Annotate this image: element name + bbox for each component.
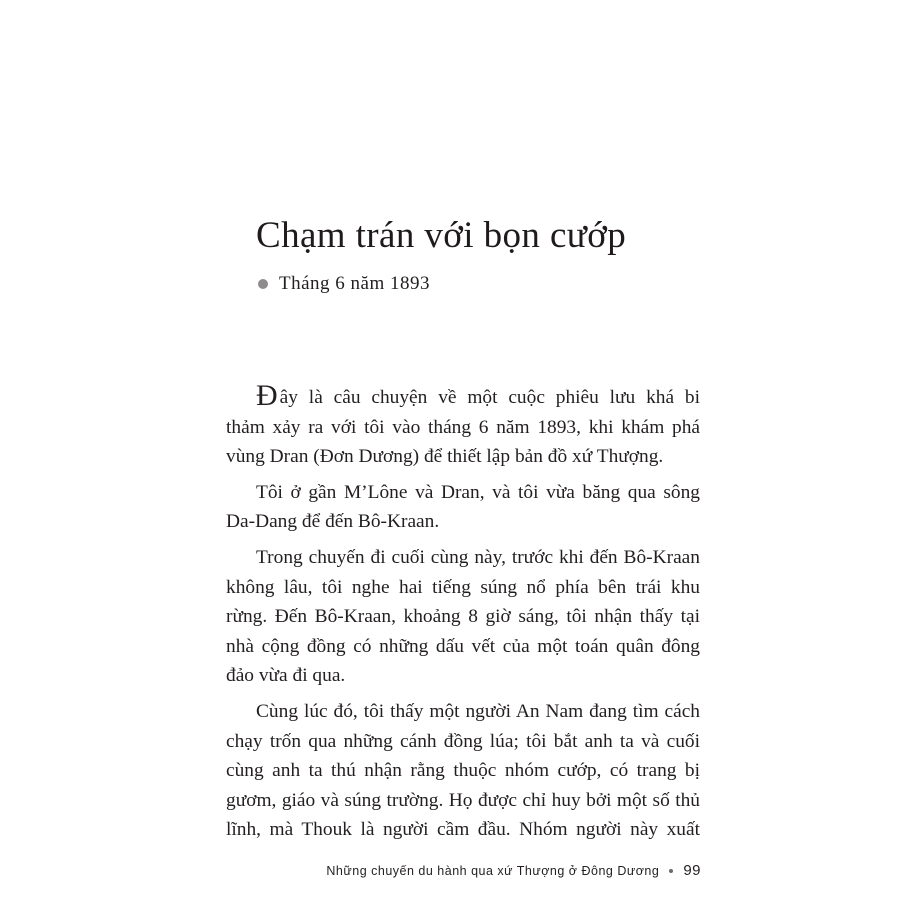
paragraph-line: thảm xảy ra với tôi vào tháng 6 năm 1893, khi khám phá xyxy=(226,416,700,438)
body-text xyxy=(226,381,700,851)
paragraph-line: gươm, giáo và súng trường. Họ được chỉ huy bởi một số thủ xyxy=(226,789,700,811)
footer-separator-dot-icon xyxy=(669,869,673,873)
page-number: 99 xyxy=(683,862,701,879)
paragraph-line xyxy=(226,381,700,413)
paragraph-1 xyxy=(226,381,700,472)
bullet-dot-icon xyxy=(258,279,268,289)
page-footer xyxy=(326,862,701,879)
paragraph-line: nhà cộng đồng có những dấu vết của một toán quân đông xyxy=(226,635,700,657)
paragraph-line: Da-Dang để đến Bô-Kraan. xyxy=(226,511,440,533)
paragraph-line-text: ây là câu chuyện về một cuộc phiêu lưu khá bi xyxy=(279,387,700,408)
chapter-title: Chạm trán với bọn cướp xyxy=(256,215,627,256)
paragraph-3 xyxy=(226,543,700,691)
paragraph-line: lĩnh, mà Thouk là người cầm đầu. Nhóm người này xuất xyxy=(226,819,700,841)
paragraph-line: chạy trốn qua những cánh đồng lúa; tôi bắt anh ta và cuối xyxy=(226,730,700,752)
running-footer-title: Những chuyến du hành qua xứ Thượng ở Đông Dương xyxy=(326,863,660,878)
paragraph-line: không lâu, tôi nghe hai tiếng súng nổ phía bên trái khu xyxy=(226,576,700,598)
paragraph-2 xyxy=(226,478,700,537)
paragraph-line: rừng. Đến Bô-Kraan, khoảng 8 giờ sáng, tôi nhận thấy tại xyxy=(226,606,700,628)
paragraph-line: đảo vừa đi qua. xyxy=(226,665,346,687)
chapter-date-line xyxy=(258,270,430,298)
drop-cap: Đ xyxy=(256,379,278,412)
chapter-date: Tháng 6 năm 1893 xyxy=(279,273,431,294)
paragraph-4 xyxy=(226,697,700,845)
paragraph-line: Tôi ở gần M’Lône và Dran, và tôi vừa băng qua sông xyxy=(256,481,700,503)
paragraph-line: Trong chuyến đi cuối cùng này, trước khi đến Bô-Kraan xyxy=(256,546,700,568)
paragraph-line: Cùng lúc đó, tôi thấy một người An Nam đang tìm cách xyxy=(256,700,700,722)
paragraph-line: cùng anh ta thú nhận rằng thuộc nhóm cướp, có trang bị xyxy=(226,760,700,782)
paragraph-line: vùng Dran (Đơn Dương) để thiết lập bản đồ xứ Thượng. xyxy=(226,446,664,468)
